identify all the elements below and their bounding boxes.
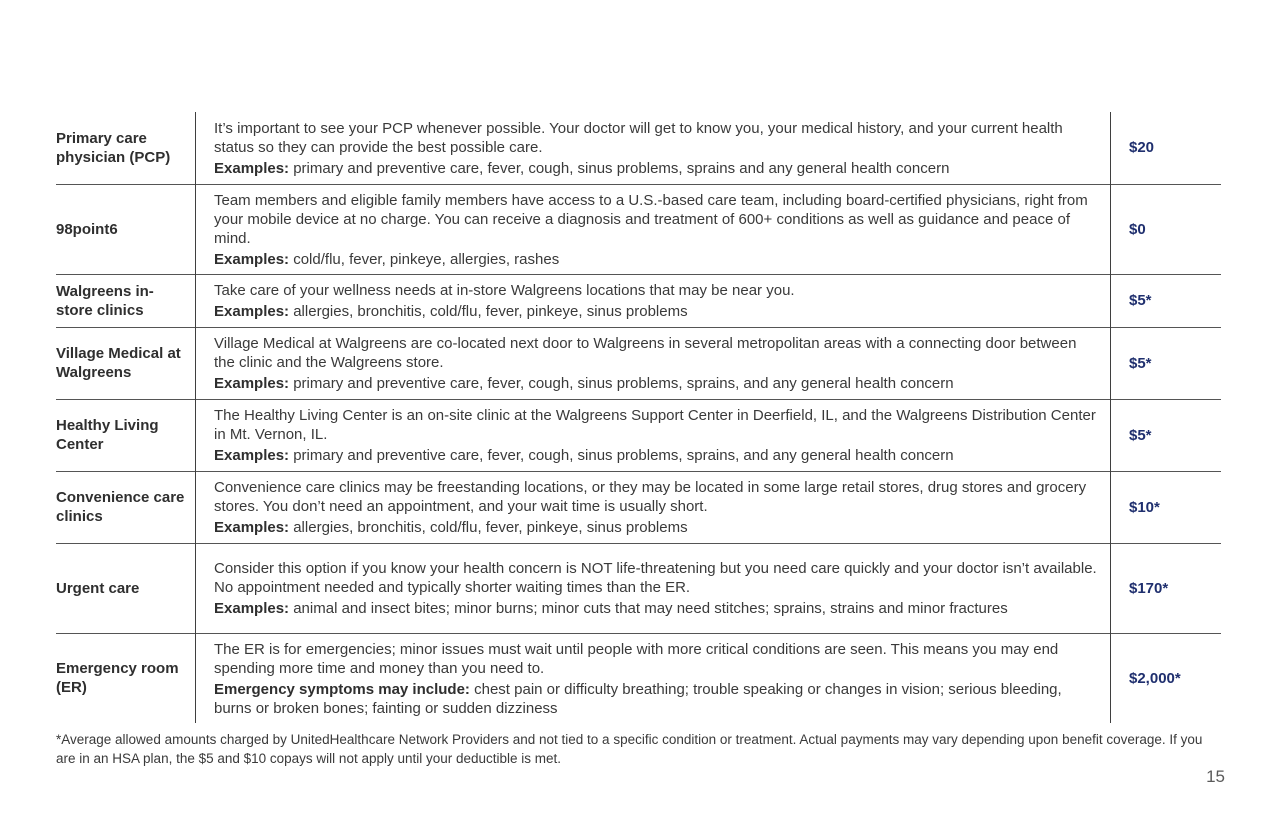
examples-label: Emergency symptoms may include: <box>214 680 470 698</box>
care-cost: $20 <box>1129 139 1155 157</box>
care-description-cell <box>196 112 1111 184</box>
care-examples <box>214 159 1100 178</box>
care-type: Primary care physician (PCP) <box>56 129 171 166</box>
examples-text: chest pain or difficulty breathing; trouble speaking or changes in vision; serious bleeding, burns or broken bones; fainting or sudden dizziness <box>214 680 1062 717</box>
examples-text: cold/flu, fever, pinkeye, allergies, rashes <box>293 250 560 268</box>
page-number: 15 <box>1206 767 1225 786</box>
care-type: Urgent care <box>56 543 196 633</box>
table-row <box>56 274 1221 327</box>
care-cost: $0 <box>1111 184 1222 274</box>
care-description: The ER is for emergencies; minor issues must wait until people with more critical conditions are seen. This means you may end spending more time and money than you need to. <box>214 640 1059 677</box>
table-row <box>56 184 1221 274</box>
care-description-cell <box>196 633 1111 723</box>
examples-text: primary and preventive care, fever, cough, sinus problems, sprains, and any general health concern <box>293 447 954 464</box>
care-description: Take care of your wellness needs at in-store Walgreens locations that may be near you. <box>214 282 795 299</box>
table-row <box>56 399 1221 471</box>
care-cost: $2,000* <box>1111 633 1222 723</box>
examples-text: primary and preventive care, fever, cough, sinus problems, sprains, and any general health concern <box>293 375 954 392</box>
care-examples <box>214 518 1100 537</box>
table-row <box>56 633 1221 723</box>
table-row <box>56 543 1221 633</box>
examples-text: primary and preventive care, fever, cough, sinus problems, sprains and any general health concern <box>293 159 950 177</box>
table-row <box>56 327 1221 399</box>
care-examples <box>214 599 1100 618</box>
examples-text: allergies, bronchitis, cold/flu, fever, pinkeye, sinus problems <box>293 303 688 320</box>
care-type: 98point6 <box>56 184 196 274</box>
care-description-cell <box>196 274 1111 327</box>
footnote: *Average allowed amounts charged by UnitedHealthcare Network Providers and not tied to a specific condition or treatment. Actual payments may vary depending upon benefit coverage. If you are in an HSA plan, the $5 and $10 copays will not apply until your deductible is met. <box>56 732 1203 766</box>
examples-label: Examples: <box>214 159 290 177</box>
care-description: It’s important to see your PCP whenever possible. Your doctor will get to know you, your medical history, and your current health status so they can provide the best possible care. <box>214 119 1063 156</box>
care-cost: $5* <box>1111 327 1222 399</box>
examples-label: Examples: <box>214 303 290 320</box>
care-description-cell <box>196 184 1111 274</box>
table-row <box>56 112 1221 184</box>
care-description-cell <box>196 471 1111 543</box>
care-description: Team members and eligible family members have access to a U.S.-based care team, including board-certified physicians, right from your mobile device at no charge. You can receive a diagnosis and treatment of 600+ conditions as well as guidance and peace of mind. <box>214 191 1088 247</box>
care-description-cell <box>196 327 1111 399</box>
care-examples <box>214 250 1100 269</box>
care-cost: $5* <box>1111 274 1222 327</box>
care-type: Healthy Living Center <box>56 399 196 471</box>
care-cost: $5* <box>1111 399 1222 471</box>
care-cost: $170* <box>1111 543 1222 633</box>
care-description: Convenience care clinics may be freestanding locations, or they may be located in some large retail stores, drug stores and grocery stores. You don’t need an appointment, and your wait time is usually short. <box>214 479 1087 515</box>
care-description-cell <box>196 399 1111 471</box>
care-description: Village Medical at Walgreens are co-located next door to Walgreens in several metropolitan areas with a connecting door between the clinic and the Walgreens store. <box>214 335 1077 371</box>
care-cost: $10* <box>1111 471 1222 543</box>
care-description: The Healthy Living Center is an on-site clinic at the Walgreens Support Center in Deerfield, IL, and the Walgreens Distribution Center in Mt. Vernon, IL. <box>214 407 1096 443</box>
care-description: Consider this option if you know your health concern is NOT life-threatening but you need care quickly and your doctor isn’t available. No appointment needed and typically shorter waiting times than the ER. <box>214 560 1097 596</box>
care-examples <box>214 680 1100 718</box>
care-type: Convenience care clinics <box>56 471 196 543</box>
examples-label: Examples: <box>214 447 290 464</box>
care-examples <box>214 446 1100 465</box>
care-examples <box>214 302 1100 321</box>
examples-label: Examples: <box>214 519 290 536</box>
table-row <box>56 471 1221 543</box>
care-type: Walgreens in-store clinics <box>56 274 196 327</box>
examples-label: Examples: <box>214 250 290 268</box>
examples-text: animal and insect bites; minor burns; minor cuts that may need stitches; sprains, strains and minor fractures <box>293 600 1008 617</box>
examples-label: Examples: <box>214 375 290 392</box>
examples-label: Examples: <box>214 600 290 617</box>
care-examples <box>214 374 1100 393</box>
care-description-cell <box>196 543 1111 633</box>
examples-text: allergies, bronchitis, cold/flu, fever, pinkeye, sinus problems <box>293 519 688 536</box>
care-type: Emergency room (ER) <box>56 633 196 723</box>
care-type: Village Medical at Walgreens <box>56 327 196 399</box>
care-options-table <box>56 112 1221 723</box>
